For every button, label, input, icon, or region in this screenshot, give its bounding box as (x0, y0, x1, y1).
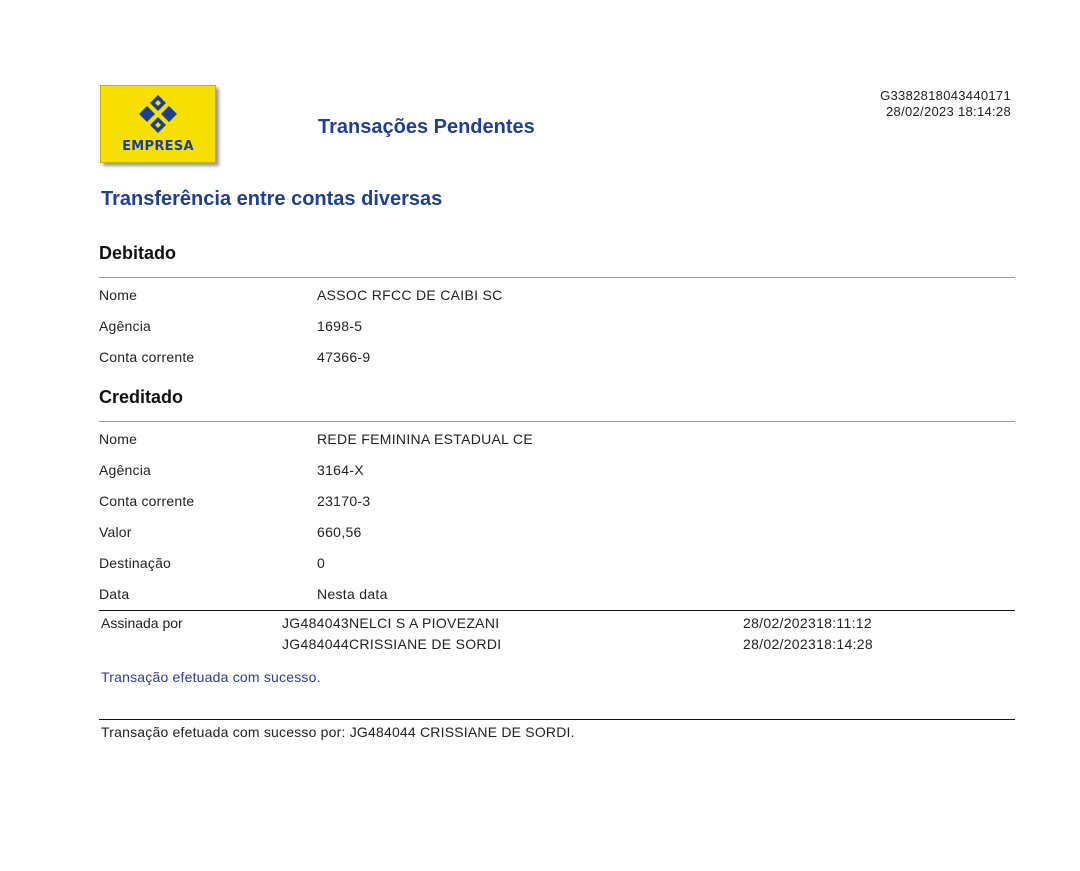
credit-value-date: Nesta data (317, 586, 388, 602)
footer-note: Transação efetuada com sucesso por: JG484044 CRISSIANE DE SORDI. (101, 724, 575, 740)
document-code: G3382818043440171 (880, 88, 1011, 103)
signed-by-label: Assinada por (101, 615, 183, 631)
credit-value-destination: 0 (317, 555, 326, 571)
credit-value-name: REDE FEMININA ESTADUAL CE (317, 431, 533, 447)
debit-label-account: Conta corrente (99, 349, 195, 365)
credit-label-amount: Valor (99, 524, 132, 540)
credit-value-amount: 660,56 (317, 524, 362, 540)
bank-logo-icon (135, 93, 181, 137)
signer-name: JG484044CRISSIANE DE SORDI (282, 636, 502, 652)
debit-value-name: ASSOC RFCC DE CAIBI SC (317, 287, 503, 303)
credit-value-agency: 3164-X (317, 462, 364, 478)
signature-datetime: 28/02/202318:11:12 (743, 615, 872, 631)
credit-label-account: Conta corrente (99, 493, 195, 509)
section-title: Transferência entre contas diversas (101, 188, 443, 210)
debit-group-title: Debitado (99, 243, 177, 263)
signature-datetime: 28/02/202318:14:28 (743, 636, 873, 652)
debit-value-agency: 1698-5 (317, 318, 363, 334)
success-message: Transação efetuada com sucesso. (101, 669, 321, 685)
credit-group-title: Creditado (99, 387, 184, 407)
logo-text: EMPRESA (122, 139, 194, 154)
credit-label-destination: Destinação (99, 555, 172, 571)
credit-value-account: 23170-3 (317, 493, 371, 509)
page-title: Transações Pendentes (318, 116, 535, 138)
debit-divider (99, 277, 1015, 278)
credit-label-date: Data (99, 586, 130, 602)
credit-label-agency: Agência (99, 462, 151, 478)
debit-value-account: 47366-9 (317, 349, 371, 365)
document-timestamp: 28/02/2023 18:14:28 (886, 104, 1011, 119)
document-id-block (880, 88, 1011, 120)
credit-label-name: Nome (99, 431, 138, 447)
signer-name: JG484043NELCI S A PIOVEZANI (282, 615, 500, 631)
signatures-divider (99, 610, 1015, 611)
bank-logo (100, 85, 216, 163)
debit-label-name: Nome (99, 287, 138, 303)
debit-label-agency: Agência (99, 318, 151, 334)
credit-divider (99, 421, 1015, 422)
footer-divider (99, 719, 1015, 720)
